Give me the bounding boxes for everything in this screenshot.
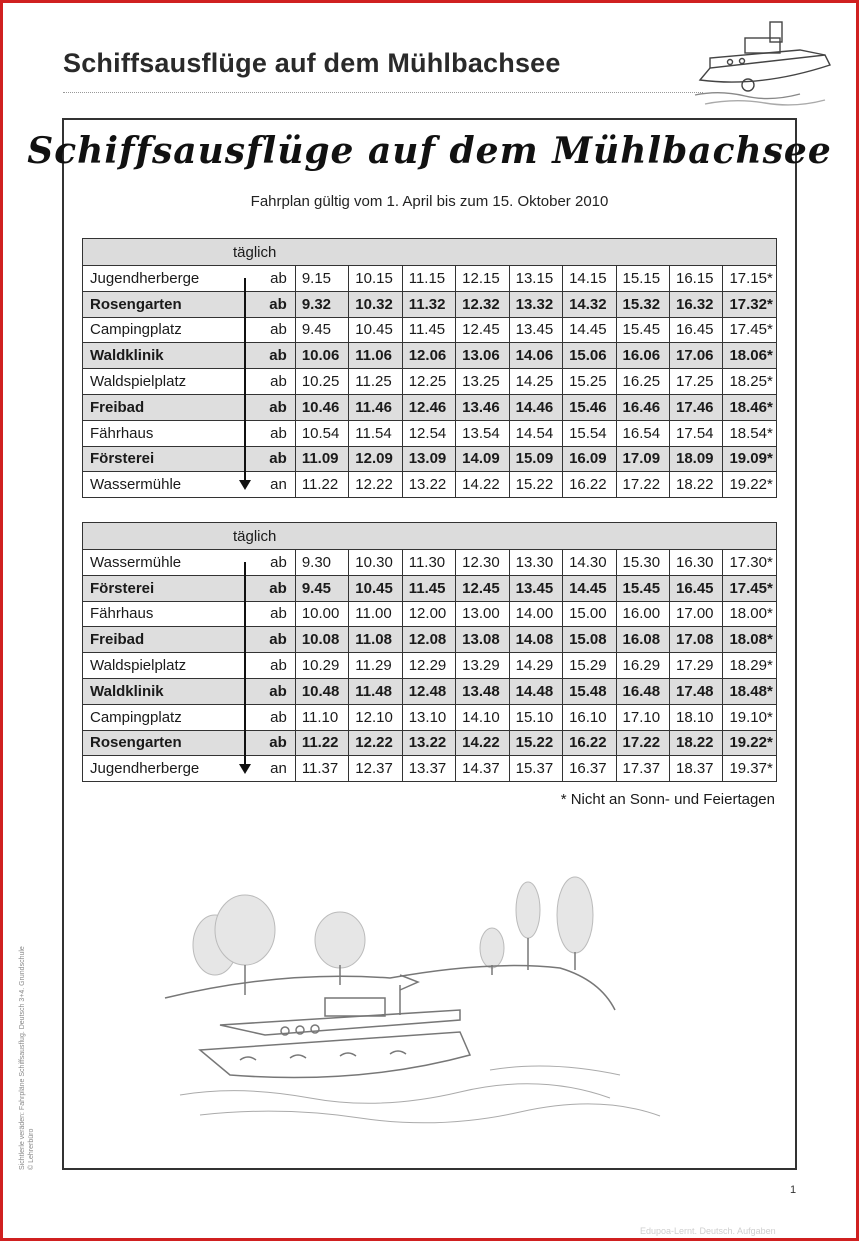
table-row [83,653,777,679]
departure-time: 14.30 [563,550,616,576]
station-name: Wassermühle [83,550,242,576]
departure-time: 9.30 [295,550,348,576]
departure-time: 16.54 [616,420,669,446]
table-row [83,291,777,317]
departure-time: 11.30 [402,550,455,576]
departure-time: 11.10 [295,704,348,730]
departure-time: 10.45 [349,317,402,343]
departure-time: 17.32* [723,291,777,317]
departure-arrival-marker: ab [241,291,295,317]
table-row [83,756,777,782]
departure-time: 13.25 [456,369,509,395]
departure-time: 16.10 [563,704,616,730]
departure-time: 17.37 [616,756,669,782]
station-name: Rosengarten [83,730,242,756]
departure-time: 16.45 [669,317,722,343]
departure-time: 11.15 [402,266,455,292]
departure-time: 11.22 [295,730,348,756]
copyright-note: Sichtlerle veräden: Fahrpläne Schiffsausflug. Deutsch 3+4. Grundschule © Lehrerbüro [19,946,35,1170]
departure-time: 17.06 [669,343,722,369]
departure-time: 14.06 [509,343,562,369]
departure-time: 12.29 [402,653,455,679]
departure-arrival-marker: ab [241,446,295,472]
departure-time: 11.48 [349,678,402,704]
departure-time: 17.09 [616,446,669,472]
departure-time: 13.29 [456,653,509,679]
table-row [83,678,777,704]
departure-time: 17.30* [723,550,777,576]
departure-time: 12.22 [349,472,402,498]
departure-time: 18.37 [669,756,722,782]
timetable-header [83,523,777,550]
table-row [83,627,777,653]
departure-arrival-marker: an [241,472,295,498]
departure-time: 10.46 [295,394,348,420]
departure-time: 14.46 [509,394,562,420]
departure-time: 18.29* [723,653,777,679]
station-name: Waldspielplatz [83,369,242,395]
departure-time: 15.29 [563,653,616,679]
departure-time: 13.22 [402,472,455,498]
departure-time: 10.32 [349,291,402,317]
departure-time: 14.10 [456,704,509,730]
departure-time: 11.45 [402,317,455,343]
departure-time: 16.22 [563,472,616,498]
departure-time: 17.25 [669,369,722,395]
departure-time: 9.45 [295,575,348,601]
station-name: Försterei [83,446,242,472]
departure-time: 16.08 [616,627,669,653]
departure-time: 11.46 [349,394,402,420]
table-row [83,343,777,369]
table-row [83,472,777,498]
departure-time: 9.32 [295,291,348,317]
departure-arrival-marker: ab [241,601,295,627]
departure-time: 17.22 [616,472,669,498]
page-header: Schiffsausflüge auf dem Mühlbachsee [63,48,561,78]
station-name: Campingplatz [83,317,242,343]
departure-time: 15.09 [509,446,562,472]
table-row [83,266,777,292]
departure-time: 17.10 [616,704,669,730]
departure-time: 16.32 [669,291,722,317]
departure-time: 15.10 [509,704,562,730]
departure-time: 18.08* [723,627,777,653]
departure-time: 13.54 [456,420,509,446]
direction-arrow-icon [244,562,246,766]
table-row [83,317,777,343]
departure-time: 11.22 [295,472,348,498]
departure-time: 18.48* [723,678,777,704]
departure-time: 14.00 [509,601,562,627]
footnote: * Nicht an Sonn- und Feiertagen [560,791,775,808]
departure-arrival-marker: ab [241,653,295,679]
frequency-label: täglich [83,523,777,550]
departure-time: 17.22 [616,730,669,756]
table-row [83,704,777,730]
departure-time: 14.09 [456,446,509,472]
station-name: Wassermühle [83,472,242,498]
departure-time: 14.37 [456,756,509,782]
departure-time: 17.45* [723,575,777,601]
departure-time: 18.22 [669,472,722,498]
table-row [83,369,777,395]
departure-time: 17.15* [723,266,777,292]
departure-arrival-marker: ab [241,266,295,292]
departure-time: 13.45 [509,575,562,601]
departure-time: 13.22 [402,730,455,756]
departure-time: 16.09 [563,446,616,472]
departure-time: 10.15 [349,266,402,292]
timetable-header [83,239,777,266]
departure-time: 13.37 [402,756,455,782]
departure-time: 12.45 [456,575,509,601]
table-row [83,394,777,420]
departure-time: 10.29 [295,653,348,679]
timetable-outbound [82,238,777,498]
departure-time: 18.10 [669,704,722,730]
departure-time: 11.09 [295,446,348,472]
table-row [83,420,777,446]
departure-time: 12.30 [456,550,509,576]
departure-time: 19.22* [723,472,777,498]
departure-time: 18.06* [723,343,777,369]
departure-arrival-marker: ab [241,627,295,653]
departure-time: 15.06 [563,343,616,369]
departure-arrival-marker: ab [241,704,295,730]
departure-time: 13.06 [456,343,509,369]
departure-time: 19.09* [723,446,777,472]
departure-time: 11.45 [402,575,455,601]
departure-time: 10.25 [295,369,348,395]
departure-time: 13.30 [509,550,562,576]
departure-time: 19.10* [723,704,777,730]
departure-time: 15.45 [616,317,669,343]
departure-arrival-marker: ab [241,369,295,395]
departure-time: 14.48 [509,678,562,704]
station-name: Rosengarten [83,291,242,317]
departure-time: 13.09 [402,446,455,472]
departure-time: 18.46* [723,394,777,420]
departure-time: 12.25 [402,369,455,395]
departure-time: 12.08 [402,627,455,653]
departure-time: 16.25 [616,369,669,395]
departure-time: 11.32 [402,291,455,317]
departure-time: 14.15 [563,266,616,292]
departure-time: 18.22 [669,730,722,756]
direction-arrow-icon [244,278,246,482]
page-number: 1 [790,1184,797,1196]
departure-arrival-marker: ab [241,343,295,369]
station-name: Försterei [83,575,242,601]
departure-time: 16.46 [616,394,669,420]
departure-arrival-marker: ab [241,317,295,343]
departure-time: 16.00 [616,601,669,627]
departure-time: 16.30 [669,550,722,576]
table-row [83,550,777,576]
departure-time: 16.29 [616,653,669,679]
station-name: Freibad [83,627,242,653]
departure-time: 17.45* [723,317,777,343]
departure-arrival-marker: ab [241,394,295,420]
station-name: Campingplatz [83,704,242,730]
departure-time: 12.06 [402,343,455,369]
departure-time: 11.29 [349,653,402,679]
departure-time: 15.45 [616,575,669,601]
departure-time: 16.06 [616,343,669,369]
departure-time: 16.37 [563,756,616,782]
departure-time: 14.22 [456,730,509,756]
departure-time: 15.48 [563,678,616,704]
departure-time: 16.22 [563,730,616,756]
watermark: Edupoa-Lernt. Deutsch. Aufgaben [640,1226,776,1236]
departure-time: 15.22 [509,472,562,498]
departure-time: 12.22 [349,730,402,756]
departure-time: 17.29 [669,653,722,679]
departure-time: 10.08 [295,627,348,653]
boat-sketch-icon [690,10,840,110]
departure-time: 19.37* [723,756,777,782]
departure-time: 10.06 [295,343,348,369]
departure-time: 12.10 [349,704,402,730]
departure-time: 19.22* [723,730,777,756]
station-name: Waldspielplatz [83,653,242,679]
departure-time: 10.45 [349,575,402,601]
departure-time: 14.45 [563,575,616,601]
departure-time: 18.00* [723,601,777,627]
departure-time: 15.37 [509,756,562,782]
departure-arrival-marker: ab [241,730,295,756]
departure-time: 18.25* [723,369,777,395]
departure-arrival-marker: ab [241,678,295,704]
departure-arrival-marker: an [241,756,295,782]
departure-time: 14.22 [456,472,509,498]
departure-time: 12.45 [456,317,509,343]
timetable-validity: Fahrplan gültig vom 1. April bis zum 15. Oktober 2010 [250,193,609,210]
table-row [83,575,777,601]
table-row [83,730,777,756]
departure-time: 17.00 [669,601,722,627]
departure-time: 15.32 [616,291,669,317]
departure-time: 13.48 [456,678,509,704]
departure-time: 10.30 [349,550,402,576]
departure-time: 13.10 [402,704,455,730]
departure-time: 14.25 [509,369,562,395]
departure-time: 14.29 [509,653,562,679]
departure-time: 9.15 [295,266,348,292]
timetable-return [82,522,777,782]
departure-time: 9.45 [295,317,348,343]
departure-time: 13.46 [456,394,509,420]
departure-time: 14.54 [509,420,562,446]
departure-time: 13.00 [456,601,509,627]
departure-time: 17.08 [669,627,722,653]
departure-time: 16.48 [616,678,669,704]
frequency-label: täglich [83,239,777,266]
station-name: Waldklinik [83,343,242,369]
departure-time: 15.25 [563,369,616,395]
departure-time: 18.54* [723,420,777,446]
departure-arrival-marker: ab [241,420,295,446]
departure-time: 12.54 [402,420,455,446]
departure-time: 11.08 [349,627,402,653]
departure-time: 17.46 [669,394,722,420]
departure-time: 12.48 [402,678,455,704]
departure-time: 11.25 [349,369,402,395]
lake-boat-illustration [160,870,700,1140]
departure-time: 12.00 [402,601,455,627]
departure-time: 13.45 [509,317,562,343]
departure-time: 10.48 [295,678,348,704]
departure-arrival-marker: ab [241,550,295,576]
departure-time: 15.08 [563,627,616,653]
station-name: Fährhaus [83,601,242,627]
departure-time: 10.00 [295,601,348,627]
departure-time: 12.32 [456,291,509,317]
departure-time: 12.09 [349,446,402,472]
table-row [83,446,777,472]
departure-time: 11.54 [349,420,402,446]
departure-time: 14.08 [509,627,562,653]
departure-time: 13.15 [509,266,562,292]
departure-time: 12.15 [456,266,509,292]
departure-time: 18.09 [669,446,722,472]
departure-time: 14.45 [563,317,616,343]
departure-time: 15.30 [616,550,669,576]
departure-time: 15.00 [563,601,616,627]
station-name: Jugendherberge [83,756,242,782]
departure-time: 13.32 [509,291,562,317]
departure-arrival-marker: ab [241,575,295,601]
departure-time: 11.37 [295,756,348,782]
departure-time: 16.45 [669,575,722,601]
departure-time: 16.15 [669,266,722,292]
poster-title: Schiffsausflüge auf dem Mühlbachsee [27,130,832,172]
table-row [83,601,777,627]
station-name: Waldklinik [83,678,242,704]
station-name: Freibad [83,394,242,420]
departure-time: 14.32 [563,291,616,317]
departure-time: 13.08 [456,627,509,653]
departure-time: 11.00 [349,601,402,627]
departure-time: 12.37 [349,756,402,782]
departure-time: 15.46 [563,394,616,420]
departure-time: 15.54 [563,420,616,446]
departure-time: 15.22 [509,730,562,756]
departure-time: 12.46 [402,394,455,420]
departure-time: 15.15 [616,266,669,292]
station-name: Fährhaus [83,420,242,446]
station-name: Jugendherberge [83,266,242,292]
departure-time: 17.48 [669,678,722,704]
departure-time: 11.06 [349,343,402,369]
departure-time: 17.54 [669,420,722,446]
header-divider [63,92,703,93]
departure-time: 10.54 [295,420,348,446]
